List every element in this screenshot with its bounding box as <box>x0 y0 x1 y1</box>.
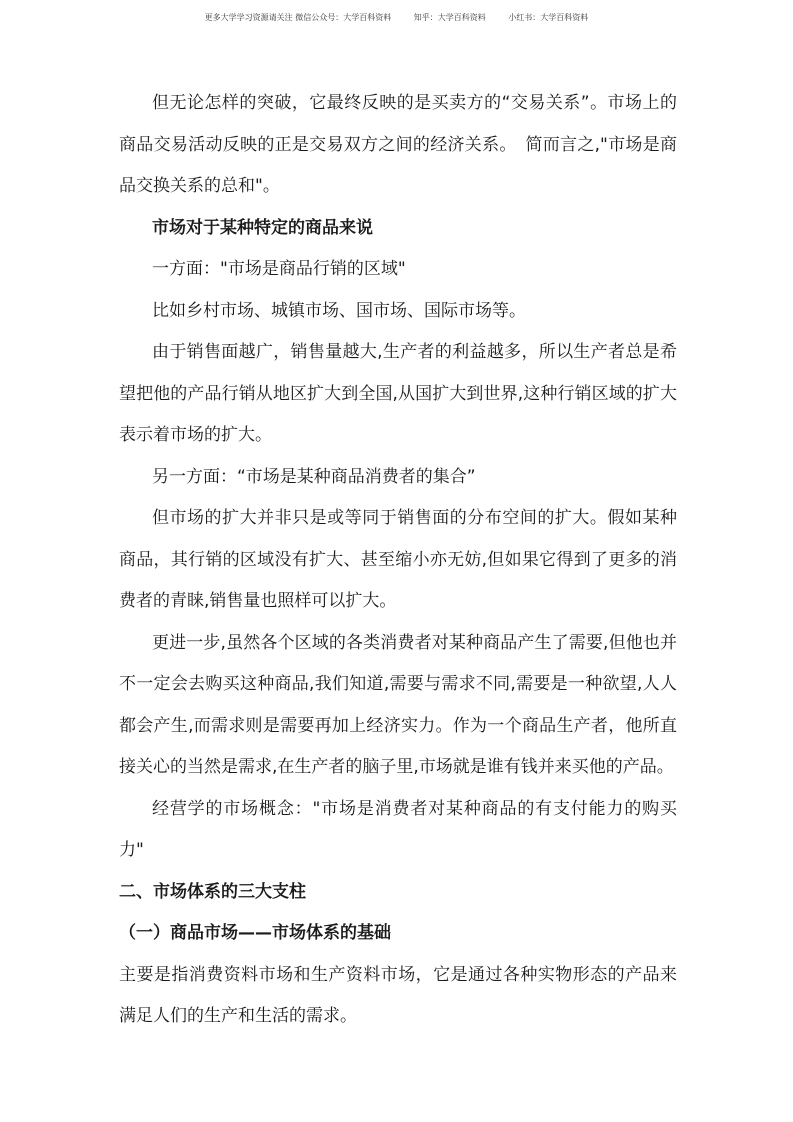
paragraph-market-examples: 比如乡村市场、城镇市场、国市场、国际市场等。 <box>152 300 526 321</box>
subsection-heading-commodity-market: （一）商品市场——市场体系的基础 <box>119 923 391 943</box>
paragraph-need-vs-demand: 更进一步,虽然各个区域的各类消费者对某种商品产生了需要,但他也并不一定会去购买这种商品,我们知道,需要与需求不同,需要是一种欲望,人人都会产生,而需求则是需要再加上经济实力。作为一个商品生产者，他所直接关心的当然是需求,在生产者的脑子里,市场就是谁有钱并来买他的产品。 <box>119 632 677 777</box>
paragraph-consumer-collection: 另一方面：“市场是某种商品消费者的集合” <box>152 466 476 487</box>
paragraph-sales-region: 一方面："市场是商品行销的区域" <box>152 259 406 279</box>
header-xiaohongshu-note: 小红书：大学百科资料 <box>508 13 589 22</box>
section-heading-three-pillars: 二、市场体系的三大支柱 <box>119 881 306 902</box>
paragraph-business-concept: 经营学的市场概念："市场是消费者对某种商品的有支付能力的购买力" <box>119 798 677 860</box>
header-zhihu-note: 知乎：大学百科资料 <box>413 13 486 22</box>
paragraph-sales-expansion: 由于销售面越广，销售量越大,生产者的利益越多，所以生产者总是希望把他的产品行销从地区扩大到全国,从国扩大到世界,这种行销区域的扩大表示着市场的扩大。 <box>119 342 677 445</box>
paragraph-trade-relation: 但无论怎样的突破，它最终反映的是买卖方的“交易关系”。市场上的商品交易活动反映的正是交易双方之间的经济关系。 简而言之,"市场是商品交换关系的总和"。 <box>119 93 677 196</box>
paragraph-commodity-market: 主要是指消费资料市场和生产资料市场，它是通过各种实物形态的产品来满足人们的生产和生活的需求。 <box>119 964 677 1026</box>
page-header <box>0 12 793 23</box>
paragraph-market-expansion: 但市场的扩大并非只是或等同于销售面的分布空间的扩大。假如某种商品，其行销的区域没有扩大、甚至缩小亦无妨,但如果它得到了更多的消费者的青睐,销售量也照样可以扩大。 <box>119 508 677 611</box>
header-wechat-note: 更多大学学习资源请关注 微信公众号：大学百科资料 <box>204 13 392 22</box>
subheading-specific-goods: 市场对于某种特定的商品来说 <box>152 217 373 238</box>
document-body <box>119 83 677 1038</box>
